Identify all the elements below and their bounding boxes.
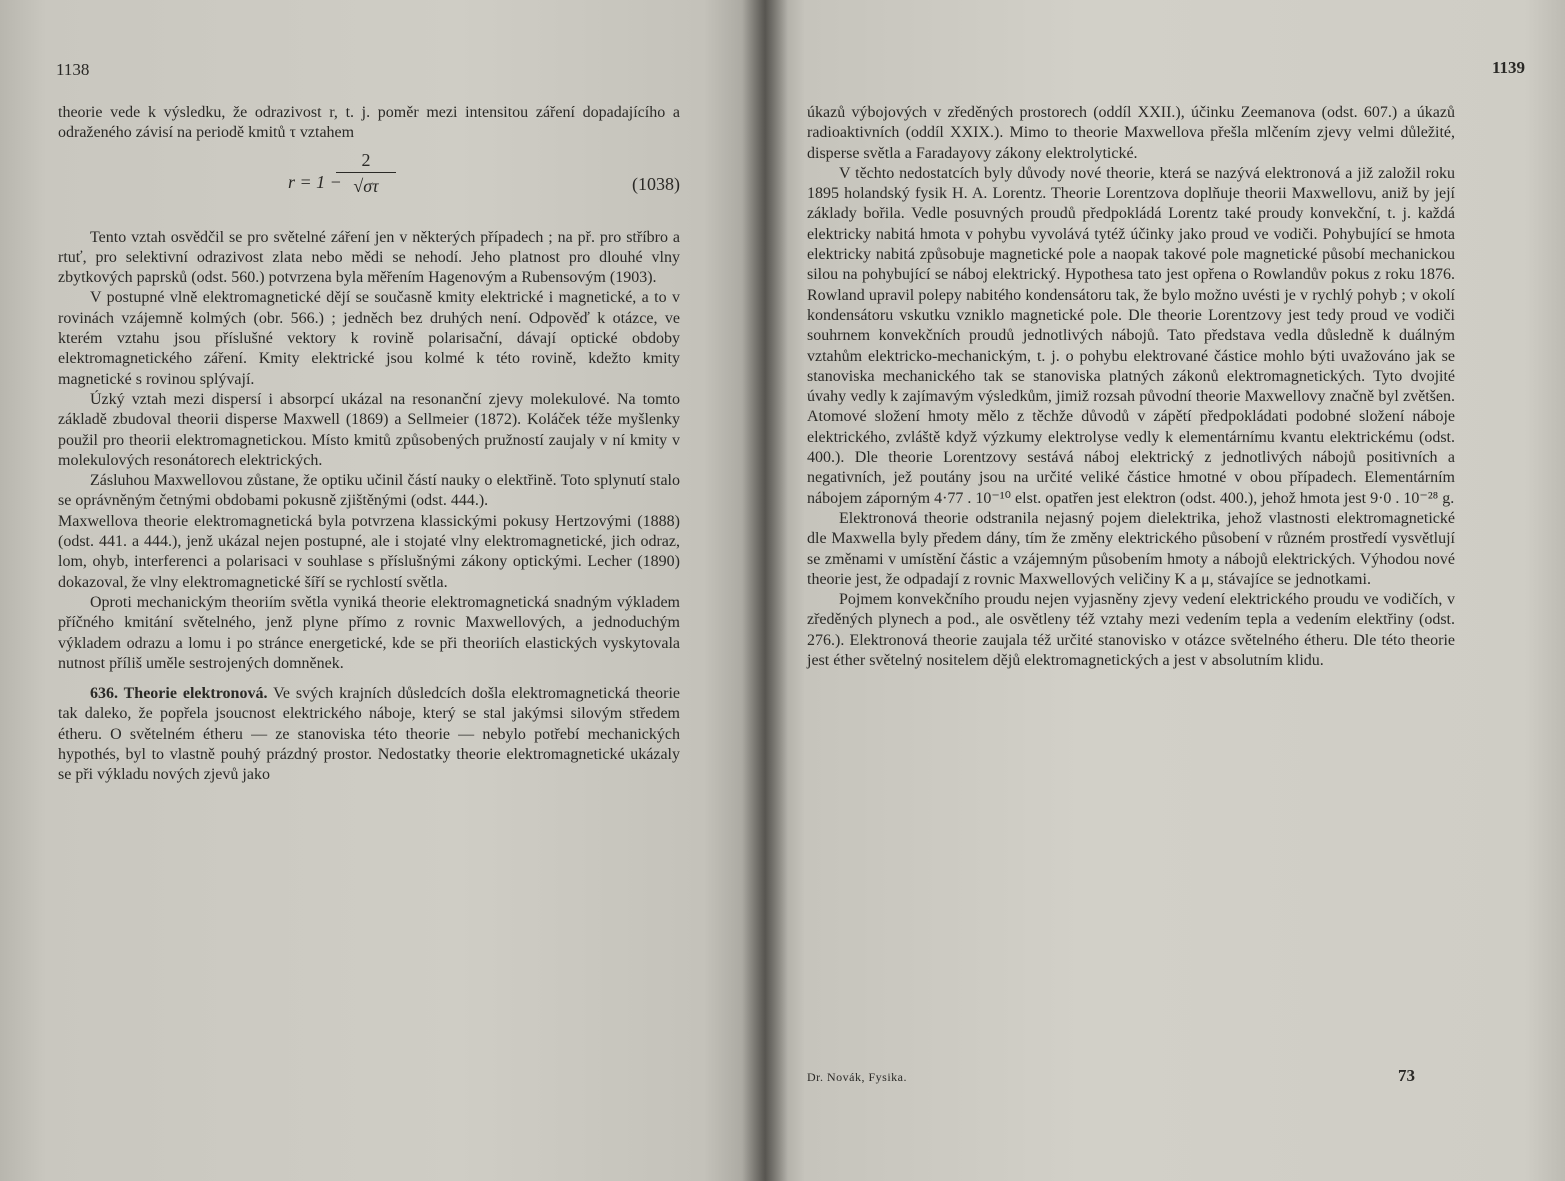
paragraph: Tento vztah osvědčil se pro světelné záření jen v některých případech ; na př. pro stříbro a rtuť, pro selektivní odrazivost zlata nebo mědi se nehodí. Jeho platnost pro dlouhé vlny zbytkových paprsků (odst. 560.) potvrzena byla měřením Hagenovým a Rubensovým (1903). bbox=[58, 228, 680, 287]
paragraph: Oproti mechanickým theoriím světla vyniká theorie elektromagnetická snadným výkladem příčného kmitání světelného, jenž plyne přímo z rovnic Maxwellových, a jednoduchým výkladem odrazu a lomu i po stránce energetické, kde se při theoriích elastických vyskytovala nutnost příliš uměle sestrojených domněnek. bbox=[58, 593, 680, 672]
page-number: 1138 bbox=[56, 60, 90, 79]
equation-number: (1038) bbox=[632, 173, 680, 194]
paragraph: V postupné vlně elektromagnetické dějí se současně kmity elektrické i magnetické, a to v rovinách vzájemně kolmých (obr. 566.) ; jedněch bez druhých není. Odpověď k otázce, ve kterém vztahu jsou příslušné vektory k rovině polarisační, dávají optické obdoby elektromagnetického záření. Kmity elektrické jsou kolmé k této rovině, kdežto kmity magnetické s rovinou splývají. bbox=[58, 289, 680, 388]
paragraph: Maxwellova theorie elektromagnetická byla potvrzena klassickými pokusy Hertzovými (1888) (odst. 441. a 444.), jenž ukázal nejen postupné, ale i stojaté vlny elektromagnetické, jich odraz, lom, ohyb, interferenci a polarisaci v souhlase s příslušnými zákony optickými. Lecher (1890) dokazoval, že vlny elektromagnetické šíří se rychlostí světla. bbox=[58, 512, 680, 591]
left-text-column bbox=[58, 103, 680, 786]
paragraph: Pojmem konvekčního proudu nejen vyjasněny zjevy vedení elektrického proudu ve vodičích, v zředěných plynech a pod., ale osvětleny též vztahy mezi vedením tepla a vedením elektřiny (odst. 276.). Elektronová theorie zaujala též určité stanovisko v otázce světelného étheru. Dle této theorie jest éther světelný nositelem dějů elektromagnetických a jest v absolutním klidu. bbox=[807, 591, 1455, 670]
right-page bbox=[765, 0, 1565, 1181]
section-text: Ve svých krajních důsledcích došla elektromagnetická theorie tak daleko, že popřela jsoucnost elektrického náboje, který se stal jakýmsi silovým středem étheru. O světelném étheru — ze stanoviska této theorie — nebylo potřebí mechanických hypothés, byl to vlastně pouhý prázdný prostor. Nedostatky theorie elektromagnetické ukázaly se při výkladu nových zjevů jako bbox=[58, 685, 680, 784]
paragraph: Zásluhou Maxwellovou zůstane, že optiku učinil částí nauky o elektřině. Toto splynutí stalo se oprávněným četnými obdobami pokusně zjištěnými (odst. 444.). bbox=[58, 472, 680, 510]
paragraph: Elektronová theorie odstranila nejasný pojem dielektrika, jehož vlastnosti elektromagnetické dle Maxwella byly předem dány, tím že změny elektrického působení v různém prostředí vysvětlují se změnami v umístění částic a vzájemným působením hmoty a nábojů elektrických. Výhodou nové theorie jest, že odpadají z rovnic Maxwellových veličiny K a μ, stávajíce se jednotkami. bbox=[807, 509, 1455, 588]
footer-author: Dr. Novák, Fysika. bbox=[807, 1070, 907, 1084]
section-paragraph bbox=[58, 684, 680, 785]
paragraph: theorie vede k výsledku, že odrazivost r, t. j. poměr mezi intensitou záření dopadajícího a odraženého závisí na periodě kmitů τ vztahem bbox=[58, 104, 680, 142]
paragraph: V těchto nedostatcích byly důvody nové theorie, která se nazývá elektronová a již založil roku 1895 holandský fysik H. A. Lorentz. Theorie Lorentzova doplňuje theorii Maxwellovu, aniž by její základy bořila. Vedle posuvných proudů předpokládá Lorentz také proudy konvekční, t. j. každá elektricky nabitá hmota v pohybu vyvolává tytéž účinky jako proud ve vodiči. Pohybující se hmota elektricky nabitá způsobuje magnetické pole a naopak takové pole magnetické působí mechanickou silou na pohybující se náboj elektrický. Hypothesa tato jest opřena o Rowlandův pokus z roku 1876. Rowland upravil polepy nabitého kondensátoru tak, že bylo možno uvésti je v rychlý pohyb ; v okolí kondensátoru vskutku vzniklo magnetické pole. Dle theorie Lorentzovy jest tedy proud ve vodiči souhrnem konvekčních proudů jednotlivých nábojů. Tato představa vedla důsledně k duálným vztahům elektricko-mechanickým, t. j. o pohybu elektrované částice mohlo býti uvažováno jak se stanoviska mechanického tak se stanoviska platných zákonů elektromagnetických. Tyto dvojité úvahy vedly k zajímavým výsledkům, jimiž rozsah původní theorie Maxwellovy značně byl zvětšen. Atomové složení hmoty mělo z těchže důvodů v zápětí předpokládati podobné složení náboje elektrického, zvláště když výzkumy elektrolyse vedly k elementárnímu kvantu elektrickému (odst. 400.). Dle theorie Lorentzovy sestává náboj elektrický z jednotlivých nábojů positivních a negativních, jež poutány jsou na určité veliké částice hmotné v obou případech. Elementárním nábojem záporným 4·77 . 10⁻¹⁰ elst. opatřen jest elektron (odst. 400.), jehož hmota jest 9·0 . 10⁻²⁸ g. bbox=[807, 164, 1455, 507]
section-heading: 636. Theorie elektronová. bbox=[90, 685, 268, 703]
paragraph: Úzký vztah mezi dispersí i absorpcí ukázal na resonanční zjevy molekulové. Na tomto základě zbudoval theorii disperse Maxwell (1869) a Sellmeier (1872). Koláček téže myšlenky použil pro theorii elektromagnetickou. Místo kmitů způsobených pružností zaujaly v ní kmity v molekulových resonátorech elektrických. bbox=[58, 390, 680, 469]
right-text-column bbox=[807, 103, 1455, 671]
paragraph: úkazů výbojových v zředěných prostorech (oddíl XXII.), účinku Zeemanova (odst. 607.) a úkazů radioaktivních (oddíl XXIX.). Mimo to theorie Maxwellova přešla mlčením zjevy velmi důležité, disperse světla a Faradayovy zákony elektrolytické. bbox=[807, 104, 1455, 162]
equation-denominator: √στ bbox=[353, 175, 379, 196]
left-page bbox=[0, 0, 765, 1181]
page-footer bbox=[807, 1062, 1455, 1092]
equation-formula bbox=[288, 150, 528, 220]
book-gutter bbox=[742, 0, 788, 1181]
equation-fraction bbox=[336, 150, 396, 197]
equation-numerator: 2 bbox=[336, 150, 396, 173]
sheet-signature: 73 bbox=[1398, 1066, 1415, 1085]
equation bbox=[58, 144, 680, 228]
equation-lhs: r = 1 − bbox=[288, 171, 342, 192]
page-number: 1139 bbox=[1491, 58, 1525, 77]
